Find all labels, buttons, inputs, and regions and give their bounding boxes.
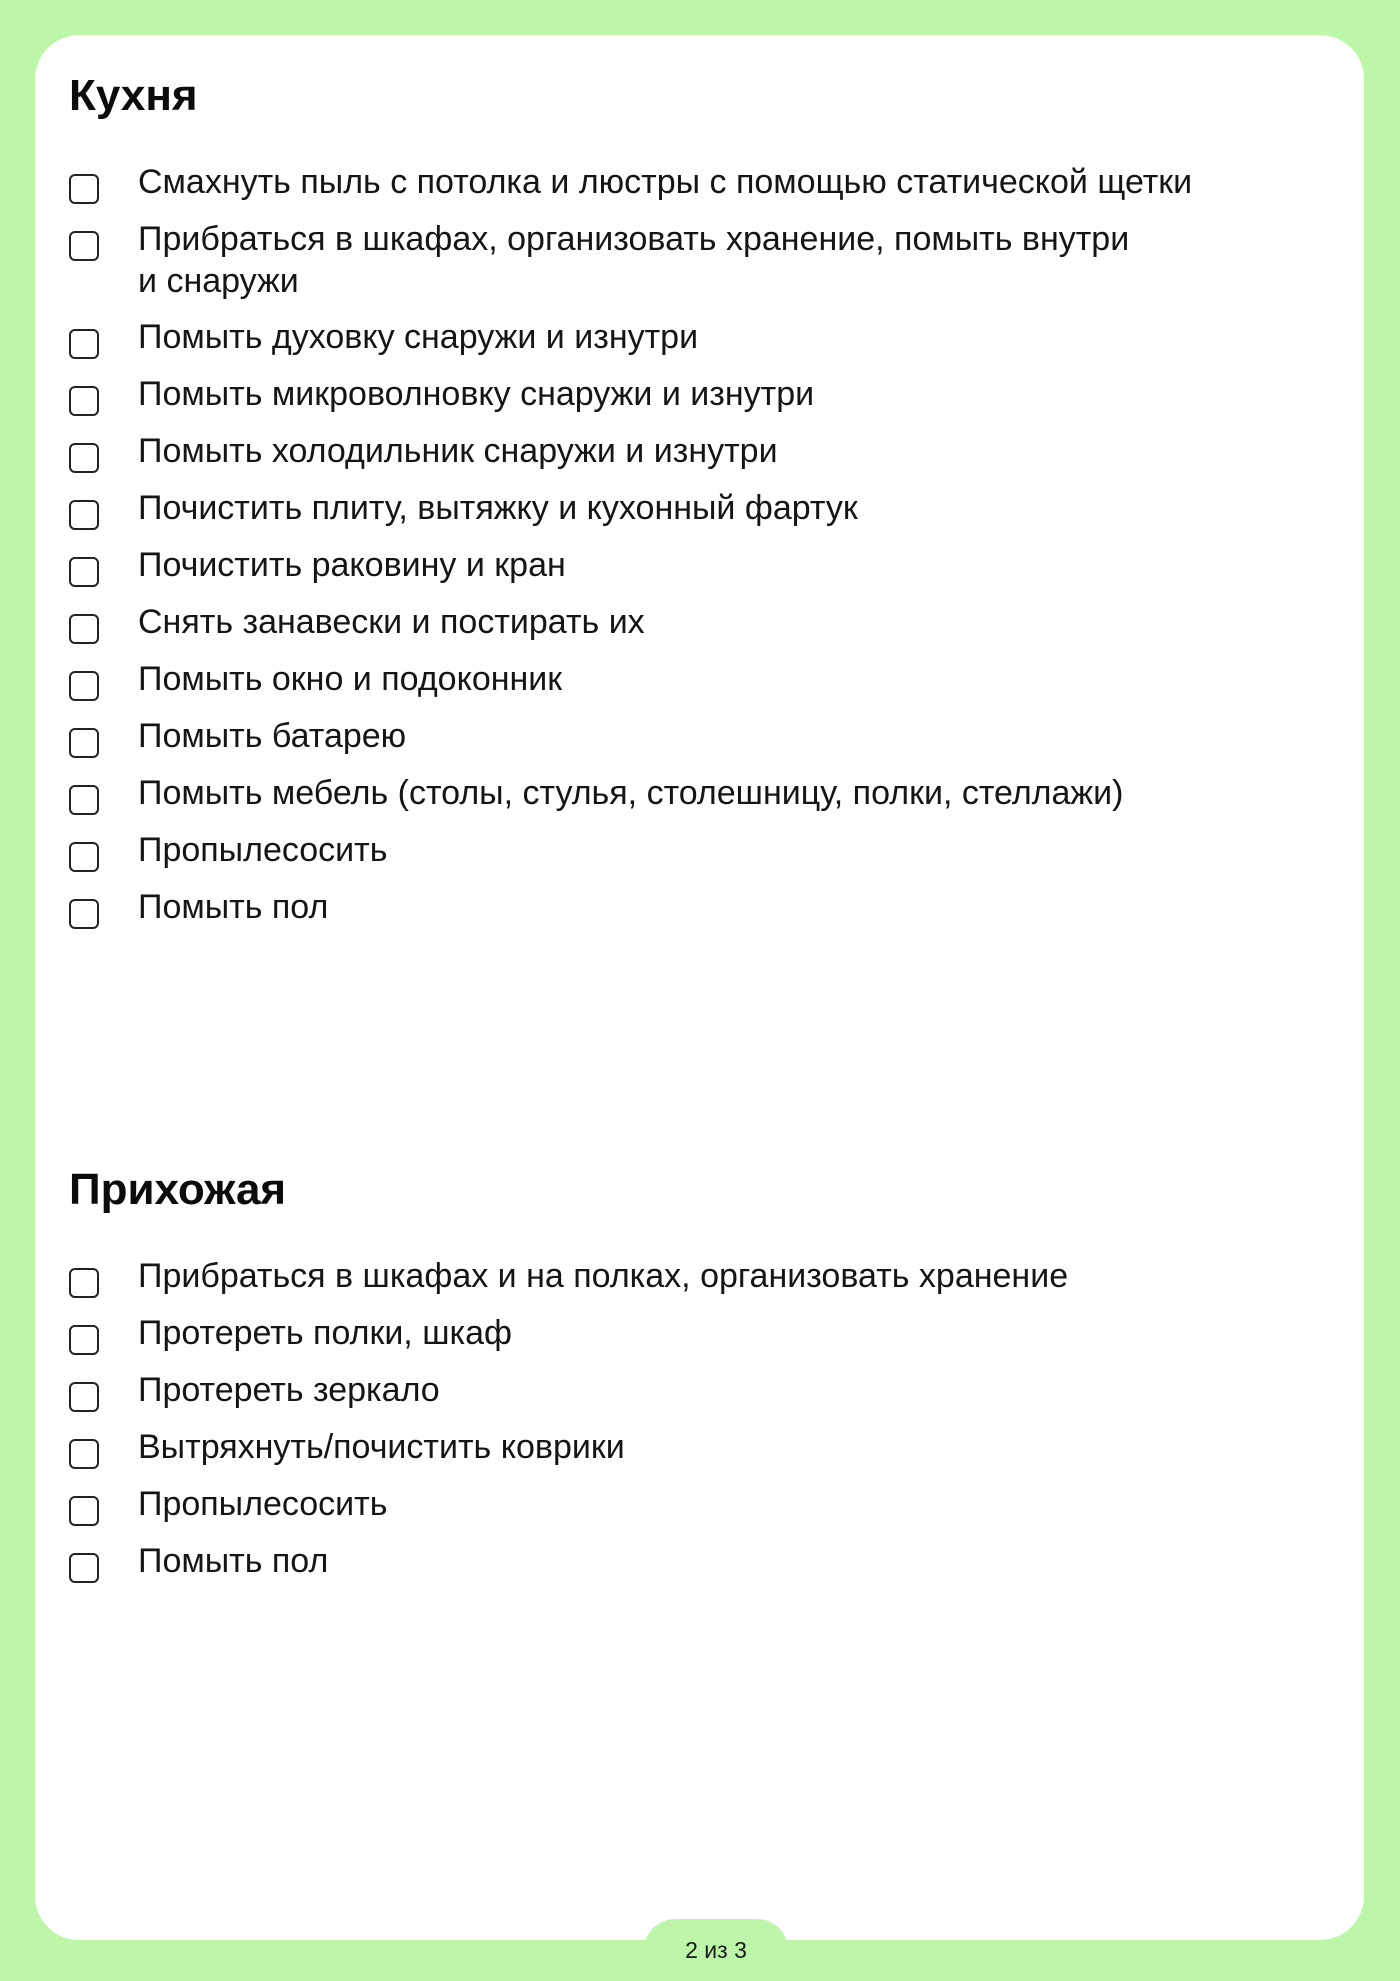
checklist-item[interactable]: [69, 658, 1339, 701]
checkbox[interactable]: [69, 386, 99, 416]
checklist-item[interactable]: [69, 601, 1339, 644]
checkbox[interactable]: [69, 1496, 99, 1526]
section-title-hallway: Прихожая: [69, 1165, 287, 1214]
checklist-item-label: Почистить плиту, вытяжку и кухонный фартук: [138, 489, 858, 527]
checkbox[interactable]: [69, 174, 99, 204]
checklist-item[interactable]: [69, 161, 1339, 204]
checklist-item[interactable]: [69, 430, 1339, 473]
checklist-item-label: Смахнуть пыль с потолка и люстры с помощью статической щетки: [138, 163, 1193, 201]
checklist-item-label: Прибраться в шкафах и на полках, организовать хранение: [138, 1257, 1069, 1295]
checkbox[interactable]: [69, 443, 99, 473]
checklist-item[interactable]: [69, 1426, 1339, 1469]
checklist-item[interactable]: [69, 218, 1339, 302]
checkbox[interactable]: [69, 614, 99, 644]
checklist-item[interactable]: [69, 373, 1339, 416]
checklist-item-label: Помыть мебель (столы, стулья, столешницу, полки, стеллажи): [138, 774, 1124, 812]
checklist-item-label: Помыть пол: [138, 888, 329, 926]
checklist-item[interactable]: [69, 316, 1339, 359]
checklist-item[interactable]: [69, 1483, 1339, 1526]
checklist-item[interactable]: [69, 544, 1339, 587]
checklist-item-label: Протереть полки, шкаф: [138, 1314, 512, 1352]
checkbox[interactable]: [69, 329, 99, 359]
checklist-item-label: Почистить раковину и кран: [138, 546, 566, 584]
section-title-kitchen: Кухня: [69, 71, 198, 120]
checklist-item[interactable]: [69, 1312, 1339, 1355]
checkbox[interactable]: [69, 1268, 99, 1298]
checkbox[interactable]: [69, 671, 99, 701]
checklist-item[interactable]: [69, 829, 1339, 872]
checklist-item-label: Помыть холодильник снаружи и изнутри: [138, 432, 778, 470]
checkbox[interactable]: [69, 1553, 99, 1583]
checkbox[interactable]: [69, 557, 99, 587]
checklist-item[interactable]: [69, 1255, 1339, 1298]
checklist-item-label: Протереть зеркало: [138, 1371, 440, 1409]
checkbox[interactable]: [69, 785, 99, 815]
checklist-item[interactable]: [69, 487, 1339, 530]
checklist-card: [35, 35, 1364, 1940]
checklist-item[interactable]: [69, 1369, 1339, 1412]
checklist-item-label: Помыть окно и подоконник: [138, 660, 563, 698]
checklist-item-label: Прибраться в шкафах, организовать хранение, помыть внутри и снаружи: [138, 220, 1130, 300]
checklist-item[interactable]: [69, 715, 1339, 758]
checkbox[interactable]: [69, 728, 99, 758]
page-indicator: 2 из 3: [644, 1919, 788, 1981]
checklist-item[interactable]: [69, 772, 1339, 815]
checkbox[interactable]: [69, 231, 99, 261]
checklist-item-label: Снять занавески и постирать их: [138, 603, 645, 641]
checkbox[interactable]: [69, 500, 99, 530]
checklist-item-label: Вытряхнуть/почистить коврики: [138, 1428, 625, 1466]
checklist-item-label: Помыть пол: [138, 1542, 329, 1580]
kitchen-checklist: [69, 161, 1339, 929]
checklist-item-label: Помыть батарею: [138, 717, 407, 755]
checkbox[interactable]: [69, 1325, 99, 1355]
checklist-item-label: Помыть микроволновку снаружи и изнутри: [138, 375, 815, 413]
checklist-item-label: Пропылесосить: [138, 1485, 388, 1523]
checklist-item[interactable]: [69, 886, 1339, 929]
checkbox[interactable]: [69, 1439, 99, 1469]
checkbox[interactable]: [69, 899, 99, 929]
checklist-item[interactable]: [69, 1540, 1339, 1583]
checkbox[interactable]: [69, 1382, 99, 1412]
checklist-item-label: Пропылесосить: [138, 831, 388, 869]
checkbox[interactable]: [69, 842, 99, 872]
checklist-item-label: Помыть духовку снаружи и изнутри: [138, 318, 699, 356]
hallway-checklist: [69, 1255, 1339, 1583]
